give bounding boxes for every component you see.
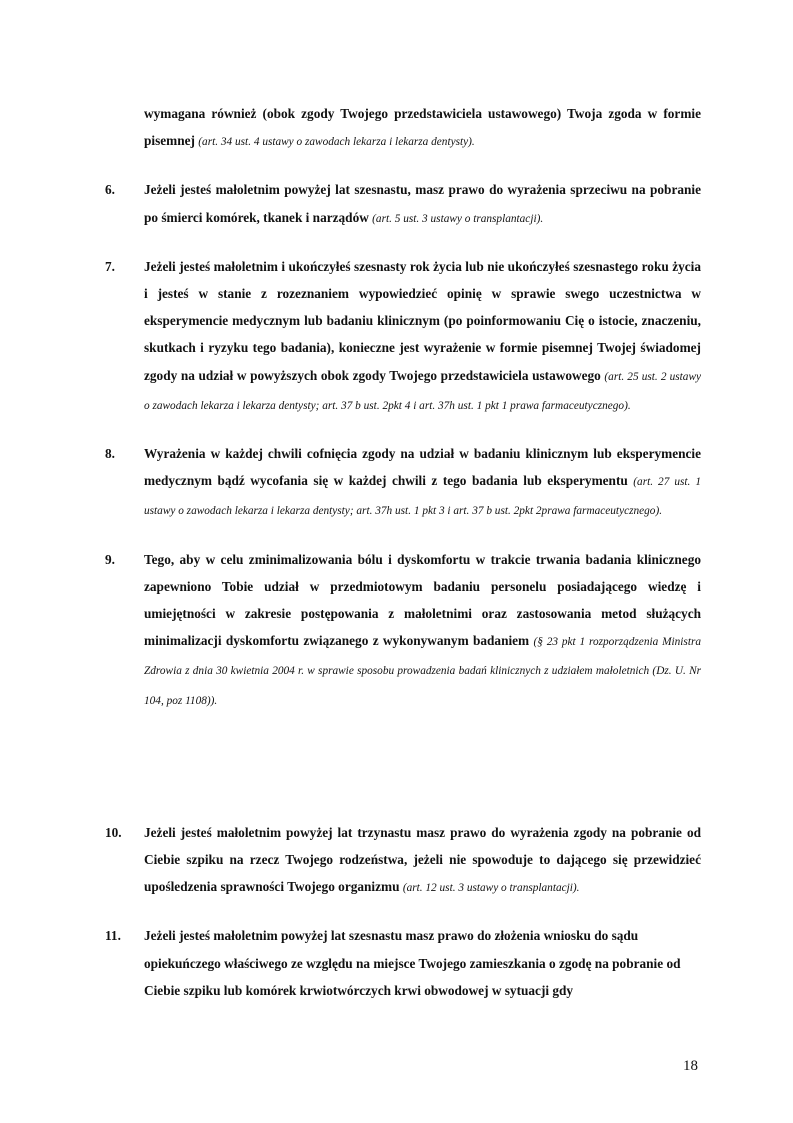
blank-space <box>105 715 701 819</box>
item-text: Jeżeli jesteś małoletnim i ukończyłeś szesnasty rok życia lub nie ukończyłeś szesnastego roku życia i jesteś w stanie z rozeznaniem wypowiedzieć opinię w sprawie swego uczestnictwa w eksperymencie medycznym lub badaniu klinicznym (po poinformowaniu Cię o istocie, znaczeniu, skutkach i ryzyku tego badania), konieczne jest wyrażenie w formie pisemnej Twojej świadomej zgody na udział w powyższych obok zgody Twojego przedstawiciela ustawowego <box>144 258 701 383</box>
list-item <box>105 440 701 526</box>
item-text: Jeżeli jesteś małoletnim powyżej lat szesnastu masz prawo do złożenia wniosku do sądu opiekuńczego właściwego ze względu na miejsce Twojego zamieszkania o zgodę na pobranie od Ciebie szpiku lub komórek krwiotwórczych krwi obwodowej w sytuacji gdy <box>144 928 681 998</box>
list-item <box>105 253 701 420</box>
list-item <box>105 546 701 715</box>
item-number: 10. <box>105 824 122 840</box>
item-text: Jeżeli jesteś małoletnim powyżej lat szesnastu, masz prawo do wyrażenia sprzeciwu na pobranie po śmierci komórek, tkanek i narządów <box>144 182 701 225</box>
legal-reference: (art. 27 ust. 1 ustawy o zawodach lekarza i lekarza dentysty; art. 37h ust. 1 pkt 3 i art. 37 b ust. 2pkt 2prawa farmaceutycznego). <box>144 476 702 518</box>
legal-reference: (§ 23 pkt 1 rozporządzenia Ministra Zdrowia z dnia 30 kwietnia 2004 r. w sprawie sposobu prowadzenia badań klinicznych z udziałem małoletnich (Dz. U. Nr 104, poz 1108)). <box>144 636 702 707</box>
item-text: Tego, aby w celu zminimalizowania bólu i dyskomfortu w trakcie trwania badania klinicznego zapewniono Tobie udział w przedmiotowym badaniu personelu posiadającego wiedzę i umiejętności w zakresie postępowania z małoletnimi oraz zastosowania metod służących minimalizacji dyskomfortu związanego z wykonywanym badaniem <box>144 551 701 649</box>
list-item <box>105 176 701 232</box>
legal-reference: (art. 12 ust. 3 ustawy o transplantacji). <box>402 882 580 895</box>
list-item <box>105 922 701 1004</box>
item-number: 7. <box>105 258 115 274</box>
item-number: 9. <box>105 551 115 567</box>
legal-reference: (art. 5 ust. 3 ustawy o transplantacji). <box>372 212 544 225</box>
page-number: 18 <box>683 1058 698 1074</box>
legal-reference: (art. 34 ust. 4 ustawy o zawodach lekarza i lekarza dentysty). <box>198 136 475 149</box>
item-number: 6. <box>105 182 115 198</box>
item-text: wymagana również (obok zgody Twojego przedstawiciela ustawowego) Twoja zgoda w formie pisemnej <box>144 106 701 149</box>
list-item <box>105 100 701 156</box>
document-body <box>105 100 701 1004</box>
item-text: Jeżeli jesteś małoletnim powyżej lat trzynastu masz prawo do wyrażenia zgody na pobranie od Ciebie szpiku na rzecz Twojego rodzeństwa, jeżeli nie spowoduje to dającego się przewidzieć upośledzenia sprawności Twojego organizmu <box>144 824 701 895</box>
list-item <box>105 819 701 903</box>
item-number: 8. <box>105 446 115 462</box>
item-number: 11. <box>105 928 121 944</box>
item-text: Wyrażenia w każdej chwili cofnięcia zgody na udział w badaniu klinicznym lub eksperymencie medycznym bądź wycofania się w każdej chwili z tego badania lub eksperymentu <box>144 446 701 489</box>
legal-reference: (art. 25 ust. 2 ustawy o zawodach lekarza i lekarza dentysty; art. 37 b ust. 2pkt 4 i art. 37h ust. 1 pkt 1 prawa farmaceutycznego). <box>144 370 701 412</box>
